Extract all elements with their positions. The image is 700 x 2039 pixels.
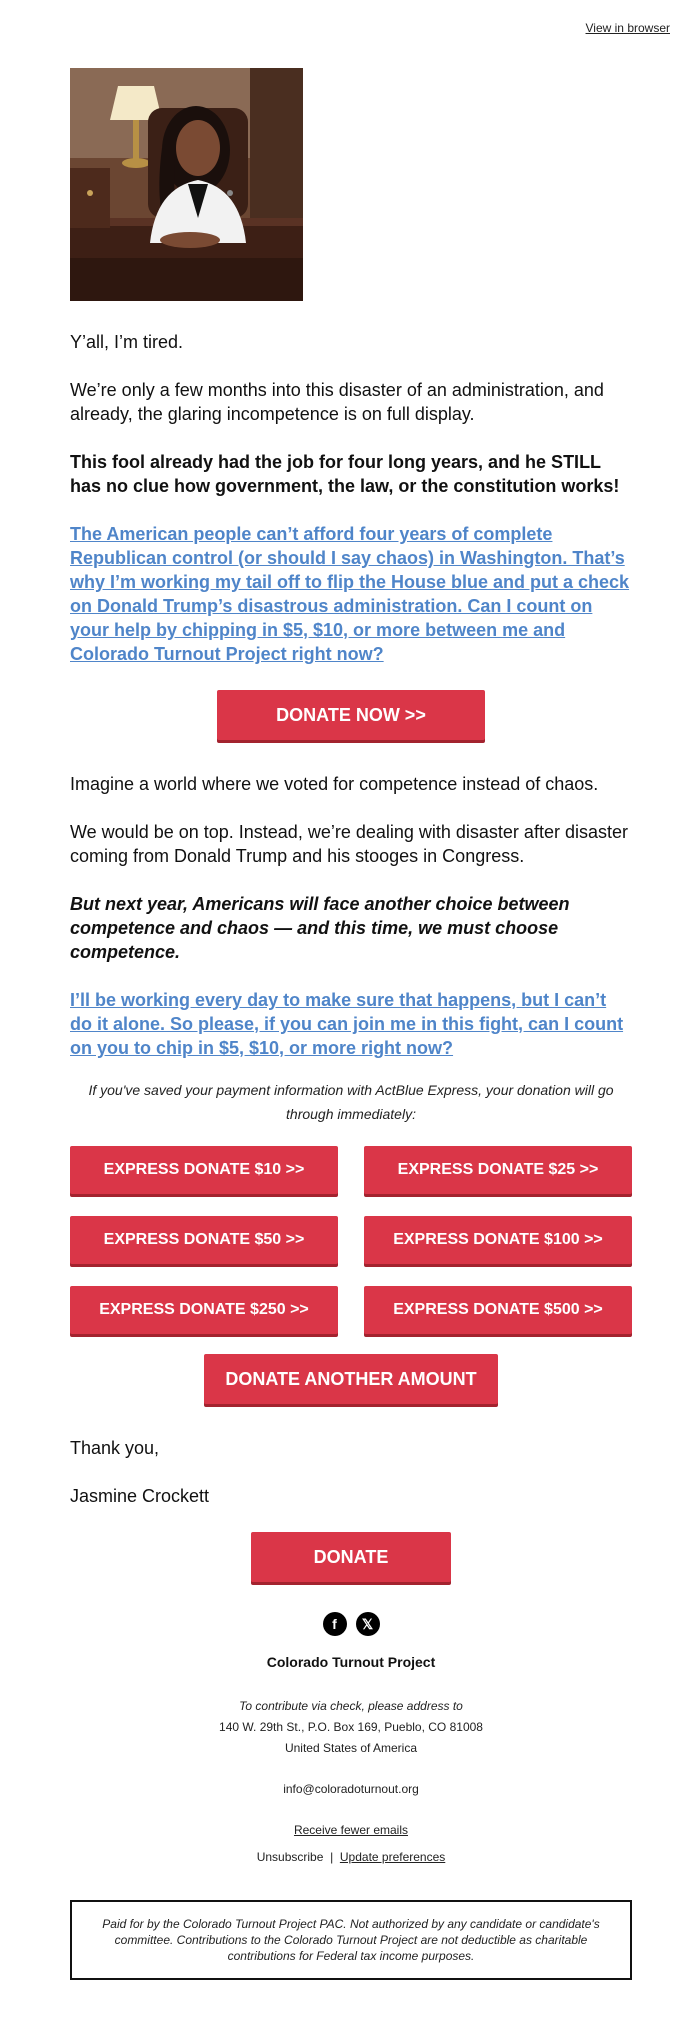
- donate-appeal-link-1[interactable]: The American people can’t afford four years of complete Republican control (or should I say chaos) in Washington. That’s why I’m working my tail off to flip the House blue and put a check on Donald Trump’s disastrous administration. Can I count on your help by chipping in $5, $10, or more between me and Colorado Turnout Project right now?: [70, 524, 630, 664]
- check-instructions: To contribute via check, please address to: [239, 1699, 463, 1713]
- express-donate-250-button[interactable]: EXPRESS DONATE $250 >>: [70, 1286, 338, 1334]
- social-links: [70, 1612, 632, 1636]
- candidate-photo: [70, 68, 303, 301]
- express-donate-500-button[interactable]: EXPRESS DONATE $500 >>: [364, 1286, 632, 1334]
- express-donate-100-button[interactable]: EXPRESS DONATE $100 >>: [364, 1216, 632, 1264]
- paragraph-intro: We’re only a few months into this disaster of an administration, and already, the glaring incompetence is on full display.: [70, 380, 604, 424]
- country: United States of America: [284, 1741, 418, 1755]
- receive-fewer-emails-link[interactable]: Receive fewer emails: [293, 1823, 409, 1837]
- paragraph-greeting: Y’all, I’m tired.: [70, 332, 184, 352]
- express-donate-10-button[interactable]: EXPRESS DONATE $10 >>: [70, 1146, 338, 1194]
- signature: Jasmine Crockett: [70, 1486, 210, 1506]
- update-preferences-link[interactable]: Update preferences: [339, 1850, 446, 1864]
- contact-email[interactable]: info@coloradoturnout.org: [283, 1782, 419, 1796]
- email-content: [70, 330, 632, 1980]
- paragraph-imagine: Imagine a world where we voted for competence instead of chaos.: [70, 774, 599, 794]
- paragraph-next-year: But next year, Americans will face another choice between competence and chaos — and this time, we must choose competence.: [70, 894, 570, 962]
- paid-for-disclaimer: Paid for by the Colorado Turnout Project PAC. Not authorized by any candidate or candidate's committee. Contributions to the Colorado Turnout Project are not deductible as charitable contributions for Federal tax income purposes.: [70, 1900, 632, 1980]
- closing-thanks: Thank you,: [70, 1438, 160, 1458]
- view-in-browser-link[interactable]: View in browser: [585, 21, 670, 35]
- unsubscribe-link[interactable]: Unsubscribe: [256, 1850, 324, 1864]
- facebook-icon[interactable]: f: [323, 1612, 347, 1636]
- paragraph-bold: This fool already had the job for four long years, and he STILL has no clue how government, the law, or the constitution works!: [70, 452, 620, 496]
- donate-now-button[interactable]: DONATE NOW >>: [217, 690, 485, 740]
- mailing-address: 140 W. 29th St., P.O. Box 169, Pueblo, CO 81008: [219, 1720, 483, 1734]
- donate-button[interactable]: DONATE: [251, 1532, 451, 1582]
- donate-appeal-link-2[interactable]: I’ll be working every day to make sure that happens, but I can’t do it alone. So please, if you can join me in this fight, can I count on you to chip in $5, $10, or more right now?: [70, 990, 624, 1058]
- express-donate-50-button[interactable]: EXPRESS DONATE $50 >>: [70, 1216, 338, 1264]
- preferences-line: [70, 1847, 632, 1868]
- express-note: If you've saved your payment information with ActBlue Express, your donation will go through immediately:: [88, 1082, 614, 1122]
- paragraph-on-top: We would be on top. Instead, we’re dealing with disaster after disaster coming from Donald Trump and his stooges in Congress.: [70, 822, 628, 866]
- donate-another-amount-button[interactable]: DONATE ANOTHER AMOUNT: [204, 1354, 498, 1404]
- separator: |: [330, 1850, 334, 1864]
- x-twitter-icon[interactable]: 𝕏: [356, 1612, 380, 1636]
- org-name: Colorado Turnout Project: [266, 1654, 436, 1670]
- express-donate-grid: [70, 1146, 632, 1334]
- express-donate-25-button[interactable]: EXPRESS DONATE $25 >>: [364, 1146, 632, 1194]
